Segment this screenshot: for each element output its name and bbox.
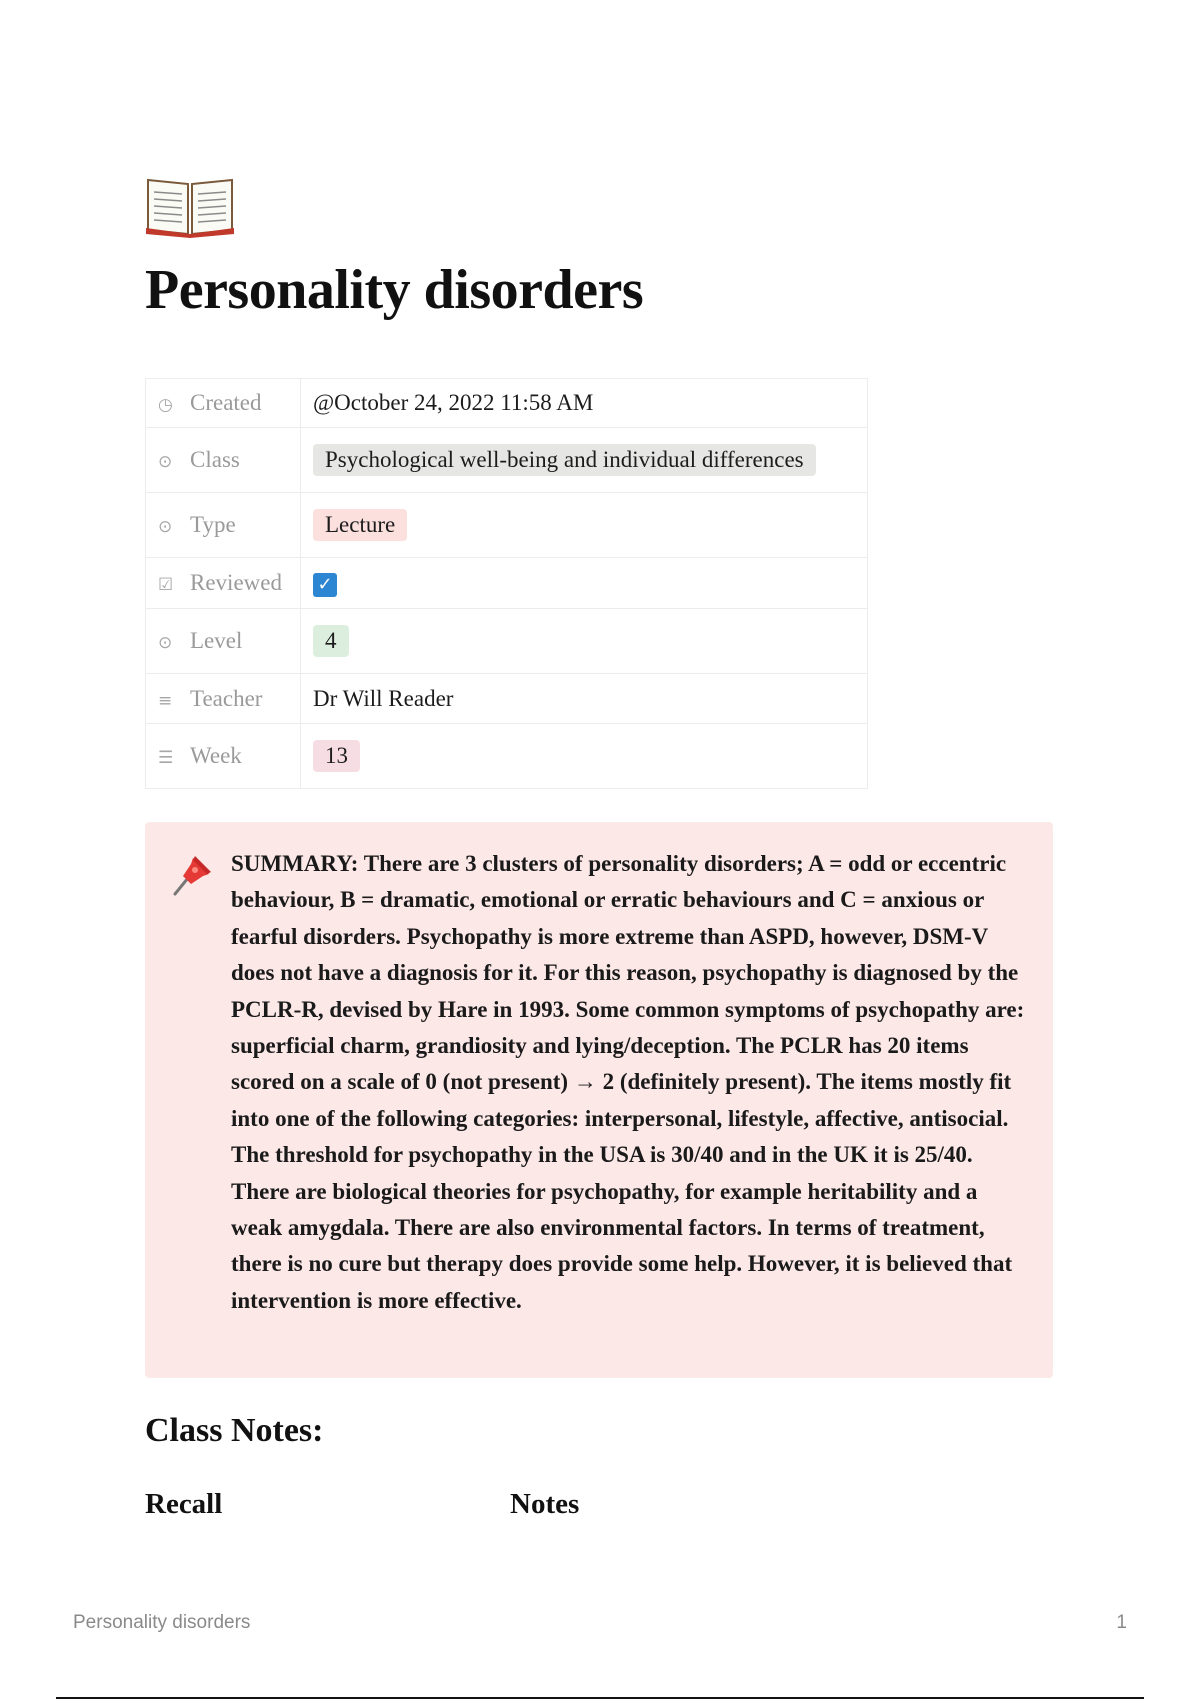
- property-row-reviewed: [146, 558, 868, 609]
- property-key-reviewed: ☑ Reviewed: [146, 558, 301, 609]
- week-tag[interactable]: 13: [313, 740, 360, 772]
- summary-text: SUMMARY: There are 3 clusters of personality disorders; A = odd or eccentric behaviour, B = dramatic, emotional or erratic behaviours and C = anxious or fearful disorders. Psychopathy is more extreme than ASPD, however, DSM-V does not have a diagnosis for it. For this reason, psychopathy is diagnosed by the PCLR-R, devised by Hare in 1993. Some common symptoms of psychopathy are: superficial charm, grandiosity and lying/deception. The PCLR has 20 items scored on a scale of 0 (not present) → 2 (definitely present). The items mostly fit into one of the following categories: interpersonal, lifestyle, affective, antisocial. The threshold for psychopathy in the USA is 30/40 and in the UK it is 25/40. There are biological theories for psychopathy, for example heritability and a weak amygdala. There are also environmental factors. In terms of treatment, there is no cure but therapy does provide some help. However, it is believed that intervention is more effective.: [231, 851, 1025, 1313]
- recall-heading: Recall: [145, 1488, 223, 1520]
- property-row-created: [146, 379, 868, 428]
- select-icon: ⊙: [158, 452, 173, 472]
- property-row-class: [146, 428, 868, 493]
- property-row-level: [146, 609, 868, 674]
- properties-table: [145, 378, 868, 789]
- class-notes-heading: Class Notes:: [145, 1412, 324, 1449]
- property-row-week: [146, 724, 868, 789]
- select-icon: ⊙: [158, 517, 173, 537]
- text-lines-icon: ≡: [158, 690, 173, 711]
- class-tag[interactable]: Psychological well-being and individual differences: [313, 444, 816, 476]
- property-key-created: ◷ Created: [146, 379, 301, 428]
- page-number: 1: [1116, 1612, 1127, 1633]
- property-value-type[interactable]: [301, 493, 868, 558]
- notes-heading: Notes: [510, 1488, 580, 1520]
- property-value-teacher[interactable]: Dr Will Reader: [301, 674, 868, 724]
- property-value-created[interactable]: @October 24, 2022 11:58 AM: [301, 379, 868, 428]
- footer-divider: [56, 1697, 1144, 1699]
- reviewed-checkbox[interactable]: ✓: [313, 573, 337, 597]
- type-tag[interactable]: Lecture: [313, 509, 407, 541]
- footer-title: Personality disorders: [73, 1612, 251, 1633]
- property-value-level[interactable]: [301, 609, 868, 674]
- checkbox-icon: ☑: [158, 575, 174, 595]
- property-value-reviewed[interactable]: [301, 558, 868, 609]
- property-key-type: ⊙ Type: [146, 493, 301, 558]
- list-icon: ☰: [158, 748, 174, 768]
- property-key-class: ⊙ Class: [146, 428, 301, 493]
- page-title: Personality disorders: [145, 259, 644, 321]
- clock-icon: ◷: [158, 395, 173, 415]
- property-value-week[interactable]: [301, 724, 868, 789]
- select-icon: ⊙: [158, 633, 173, 653]
- summary-callout: [145, 822, 1053, 1378]
- pushpin-icon: [171, 852, 215, 896]
- property-key-week: ☰ Week: [146, 724, 301, 789]
- property-value-class[interactable]: [301, 428, 868, 493]
- property-key-level: ⊙ Level: [146, 609, 301, 674]
- level-tag[interactable]: 4: [313, 625, 349, 657]
- property-row-type: [146, 493, 868, 558]
- property-row-teacher: [146, 674, 868, 724]
- open-book-icon: [144, 168, 236, 238]
- property-key-teacher: ≡ Teacher: [146, 674, 301, 724]
